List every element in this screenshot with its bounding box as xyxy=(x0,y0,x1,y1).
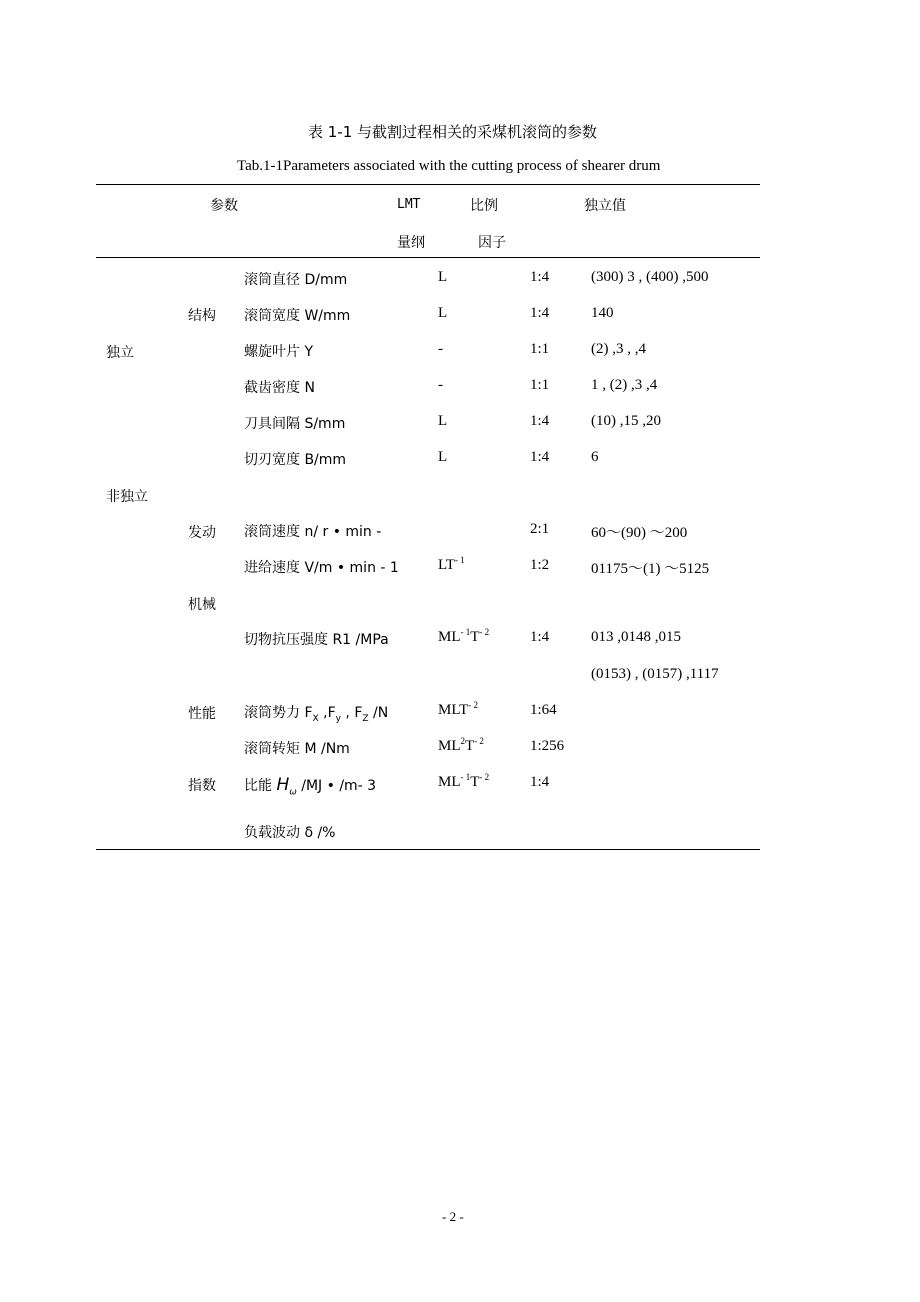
row-param: 滚筒宽度 W/mm xyxy=(244,308,351,324)
row-param: 滚筒直径 D/mm xyxy=(244,272,348,288)
param-symbol-sub: ω xyxy=(289,787,297,798)
row-ratio: 1:1 xyxy=(530,341,550,357)
row-param: 切刃宽度 B/mm xyxy=(244,452,347,468)
row-ratio: 1:4 xyxy=(530,629,550,645)
group-independent: 独立 xyxy=(106,345,134,361)
group-motion: 发动 xyxy=(188,525,216,541)
row-value: (300) 3 , (400) ,500 xyxy=(591,269,709,285)
group-mechanical: 机械 xyxy=(188,597,216,613)
row-ratio: 1:256 xyxy=(530,738,565,754)
row-ratio: 1:4 xyxy=(530,269,550,285)
row-value: 60～(90) ～200 xyxy=(591,525,688,541)
row-param xyxy=(244,702,388,722)
param-text: , F xyxy=(340,705,363,721)
row-dim: L xyxy=(438,413,448,429)
row-dim xyxy=(438,774,489,791)
header-ratio-label: 因子 xyxy=(478,235,506,251)
table-caption-en: Tab.1-1Parameters associated with the cutting process of shearer drum xyxy=(237,158,661,174)
row-param: 进给速度 V/m • min - 1 xyxy=(244,560,399,576)
group-index: 指数 xyxy=(188,778,216,794)
param-text: /MJ • /m- 3 xyxy=(296,778,377,794)
param-text: ,F xyxy=(318,705,336,721)
table-caption-cn: 表 1-1 与截割过程相关的采煤机滚筒的参数 xyxy=(308,123,598,141)
row-ratio: 1:1 xyxy=(530,377,550,393)
row-param: 螺旋叶片 Y xyxy=(244,344,314,360)
dim-exponent: - 1 xyxy=(454,555,465,565)
header-ratio: 比例 xyxy=(470,198,498,214)
header-params: 参数 xyxy=(210,198,238,214)
param-subscript-z: Z xyxy=(362,713,369,724)
dim-base: ML xyxy=(438,738,461,754)
dim-exponent-2: - 2 xyxy=(479,772,490,782)
row-param xyxy=(244,775,377,798)
group-dependent: 非独立 xyxy=(106,489,148,505)
row-ratio: 1:4 xyxy=(530,774,550,790)
row-param: 滚筒转矩 M /Nm xyxy=(244,741,350,757)
row-dim: L xyxy=(438,449,448,465)
row-ratio: 1:4 xyxy=(530,449,550,465)
dim-base: MLT xyxy=(438,702,469,718)
dim-exponent: - 1 xyxy=(460,627,471,637)
row-dim xyxy=(438,738,484,755)
group-performance: 性能 xyxy=(188,706,216,722)
dim-exponent: - 2 xyxy=(468,700,479,710)
row-value: 1 , (2) ,3 ,4 xyxy=(591,377,658,393)
param-text: 比能 xyxy=(244,778,277,794)
row-ratio: 1:4 xyxy=(530,305,550,321)
dim-base-2: T xyxy=(465,738,475,754)
row-value: 01175～(1) ～5125 xyxy=(591,561,710,577)
row-ratio: 1:2 xyxy=(530,557,550,573)
dim-exponent-2: - 2 xyxy=(479,627,490,637)
dim-base-2: T xyxy=(470,774,480,790)
row-param: 切物抗压强度 R1 /MPa xyxy=(244,632,389,648)
row-ratio: 1:64 xyxy=(530,702,557,718)
param-subscript-x: X xyxy=(312,713,319,724)
dim-base-2: T xyxy=(470,629,480,645)
row-dim: L xyxy=(438,305,448,321)
row-value-continued: (0153) , (0157) ,1117 xyxy=(591,666,719,682)
dim-base: LT xyxy=(438,557,455,573)
param-symbol-base: H xyxy=(276,775,290,795)
row-dim xyxy=(438,557,465,574)
param-text: /N xyxy=(368,705,389,721)
row-param: 滚筒速度 n/ r • min - xyxy=(244,524,382,540)
row-param: 负载波动 δ /% xyxy=(244,825,336,841)
dim-exponent: - 1 xyxy=(460,772,471,782)
dim-base: ML xyxy=(438,774,461,790)
dim-exponent-2: - 2 xyxy=(474,736,484,746)
group-structure: 结构 xyxy=(188,308,216,324)
dim-base: ML xyxy=(438,629,461,645)
row-param: 刀具间隔 S/mm xyxy=(244,416,346,432)
row-value: 140 xyxy=(591,305,614,321)
param-subscript-y: y xyxy=(335,713,341,724)
row-value: 6 xyxy=(591,449,599,465)
row-value: (2) ,3 , ,4 xyxy=(591,341,646,357)
row-dim xyxy=(438,702,478,719)
row-dim xyxy=(438,629,489,646)
row-param: 截齿密度 N xyxy=(244,380,315,396)
row-dim: L xyxy=(438,269,448,285)
row-value: (10) ,15 ,20 xyxy=(591,413,661,429)
row-dim: - xyxy=(438,377,443,393)
row-value: 013 ,0148 ,015 xyxy=(591,629,681,645)
header-value: 独立值 xyxy=(584,198,626,214)
header-lmt: LMT xyxy=(397,197,421,212)
dim-exponent: 2 xyxy=(460,736,465,746)
header-lmt-label: 量纲 xyxy=(397,235,425,251)
header-rule xyxy=(96,257,760,258)
param-text: 滚筒势力 F xyxy=(244,705,313,721)
row-ratio: 2:1 xyxy=(530,521,550,537)
page-number: - 2 - xyxy=(442,1209,464,1224)
bottom-rule xyxy=(96,849,760,850)
param-symbol xyxy=(276,775,297,798)
top-rule xyxy=(96,184,760,185)
row-ratio: 1:4 xyxy=(530,413,550,429)
row-dim: - xyxy=(438,341,443,357)
